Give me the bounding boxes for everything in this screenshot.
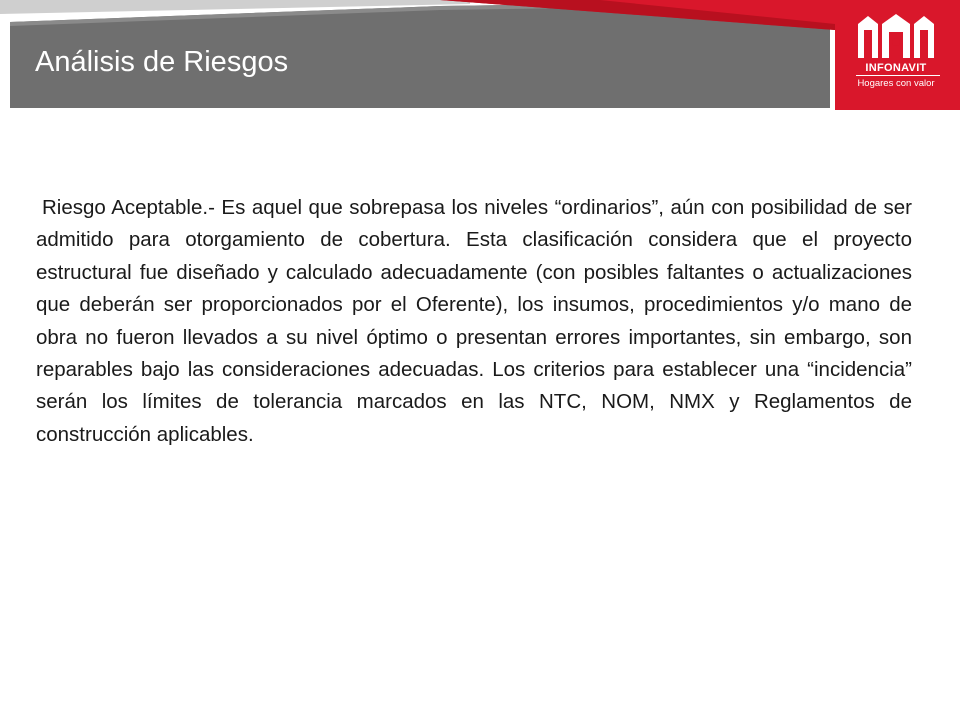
logo-divider: [856, 75, 940, 76]
slide-body-text: Riesgo Aceptable.- Es aquel que sobrepasa los niveles “ordinarios”, aún con posibilidad de ser admitido para otorgamiento de cobertura. Esta clasificación considera que el proyecto estructural fue diseñado y calculado adecuadamente (con posibles faltantes o actualizaciones que deberán ser proporcionados por el Oferente), los insumos, procedimientos y/o mano de obra no fueron llevados a su nivel óptimo o presentan errores importantes, sin embargo, son reparables bajo las consideraciones adecuadas. Los criterios para establecer una “incidencia” serán los límites de tolerancia marcados en las NTC, NOM, NMX y Reglamentos de construcción aplicables.: [36, 196, 912, 446]
infonavit-logo: [848, 14, 944, 94]
logo-mark-icon: [848, 14, 944, 62]
logo-tagline: Hogares con valor: [857, 78, 935, 89]
slide-title: Análisis de Riesgos: [35, 46, 289, 78]
logo-name: INFONAVIT: [865, 62, 927, 74]
